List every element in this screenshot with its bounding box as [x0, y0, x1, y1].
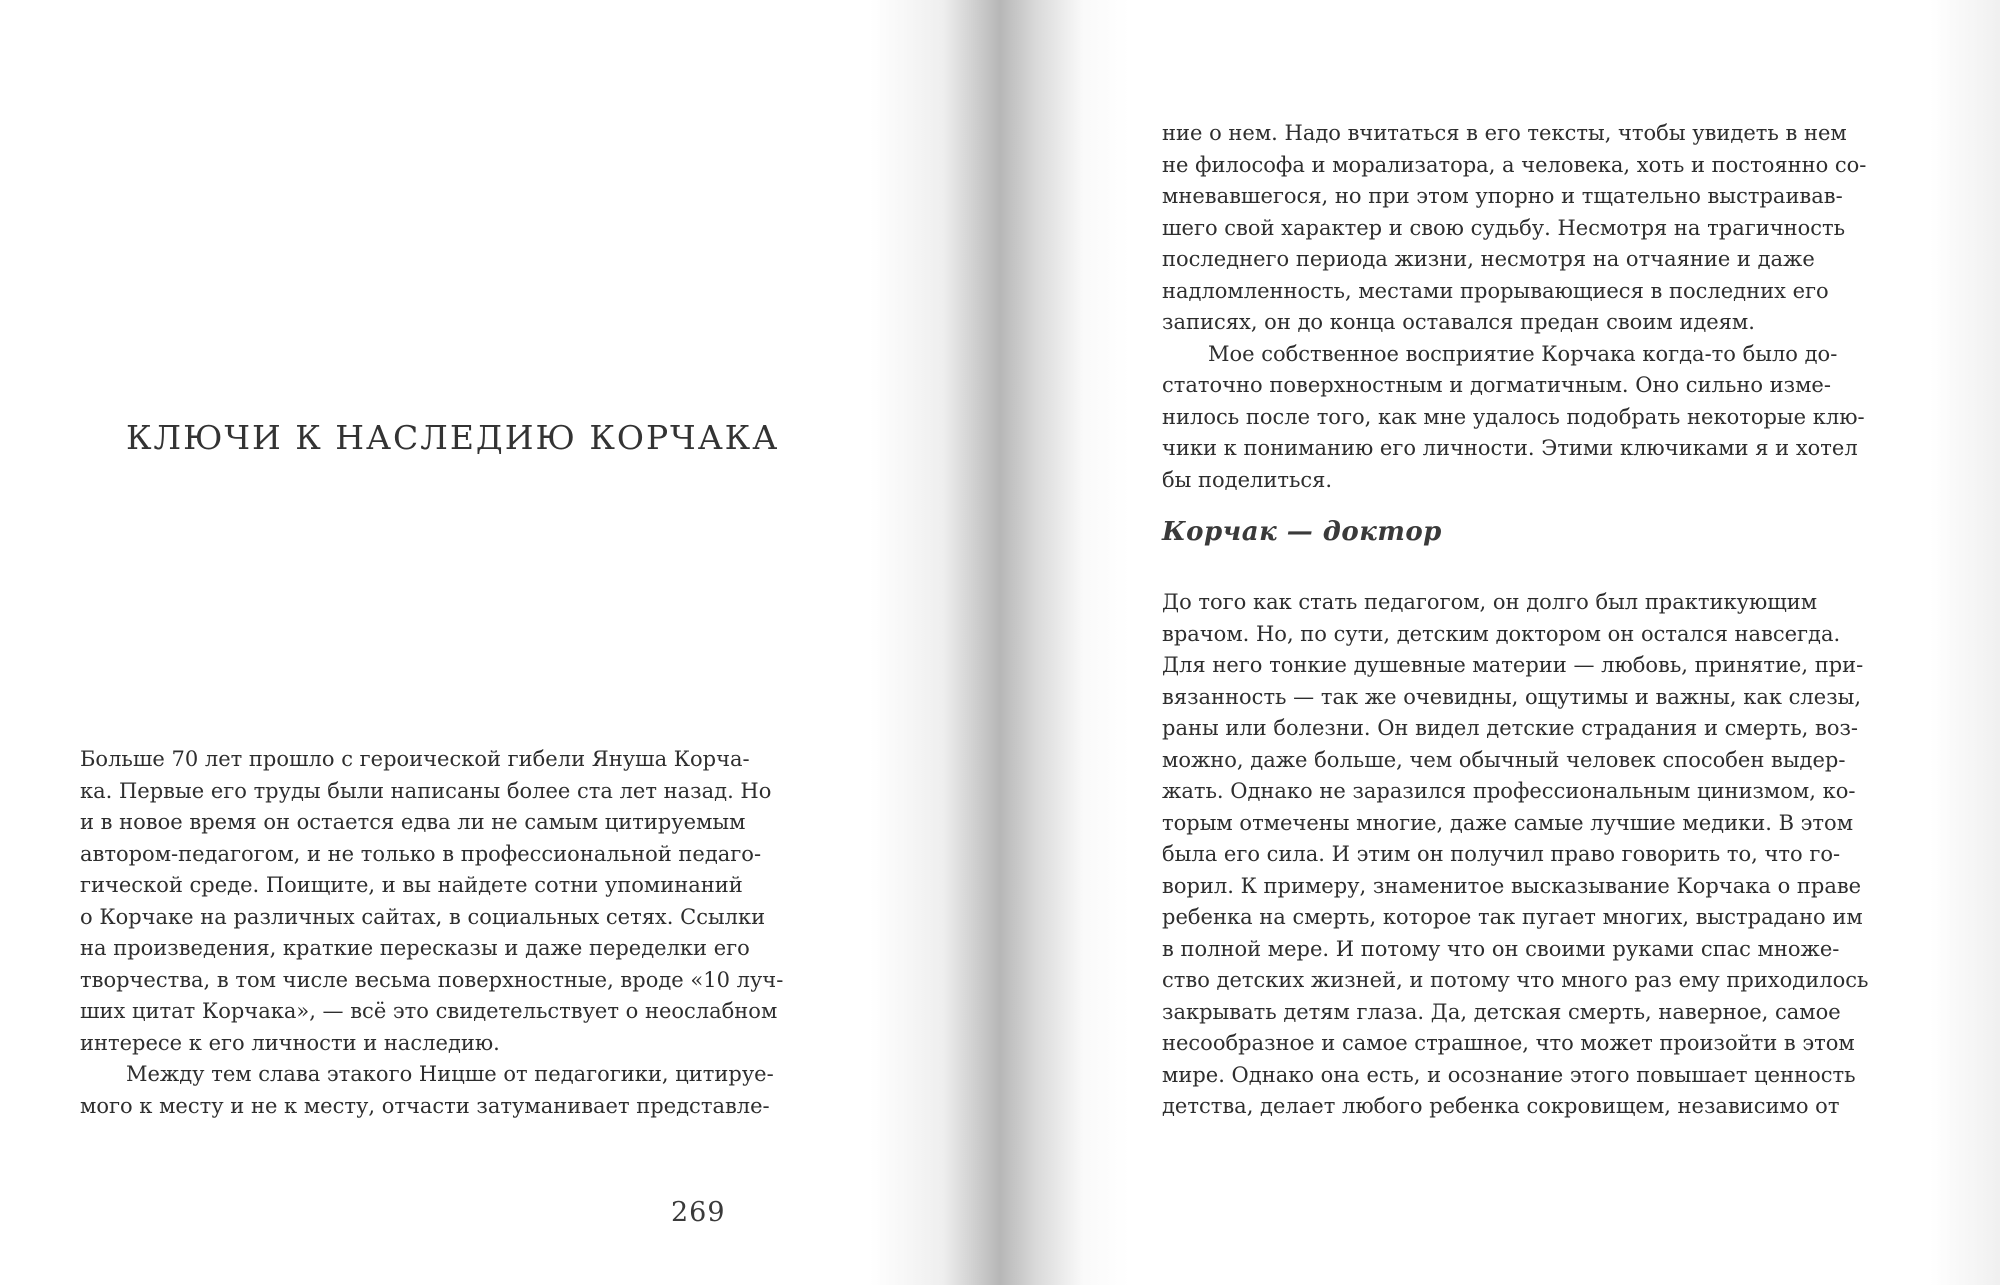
- text-line: вязанность — так же очевидны, ощутимы и важны, как слезы,: [1162, 684, 1862, 709]
- text-line: бы поделиться.: [1162, 467, 1333, 492]
- text-line: ство детских жизней, и потому что много раз ему приходилось: [1162, 968, 1869, 992]
- text-line: была его сила. И этим он получил право говорить то, что го-: [1162, 842, 1841, 866]
- page-number: 269: [671, 1197, 726, 1228]
- text-line: записях, он до конца оставался предан своим идеям.: [1162, 310, 1755, 334]
- text-line: мого к месту и не к месту, отчасти затуманивает представле-: [80, 1093, 770, 1118]
- section-heading: Корчак — доктор: [1162, 517, 1442, 547]
- text-line: надломленность, местами прорывающиеся в последних его: [1162, 278, 1829, 303]
- text-line: мире. Однако она есть, и осознание этого повышает ценность: [1162, 1062, 1856, 1087]
- text-line: шего свой характер и свою судьбу. Несмотря на трагичность: [1162, 215, 1846, 240]
- text-line: Для него тонкие душевные материи — любовь, принятие, при-: [1162, 653, 1864, 677]
- text-line: гической среде. Поищите, и вы найдете сотни упоминаний: [80, 873, 743, 897]
- text-line: о Корчаке на различных сайтах, в социальных сетях. Ссылки: [80, 904, 766, 929]
- paragraph: [1162, 339, 1865, 497]
- text-line: мневавшегося, но при этом упорно и тщательно выстраивав-: [1162, 184, 1843, 208]
- text-line: можно, даже больше, чем обычный человек способен выдер-: [1162, 747, 1846, 772]
- text-line: творчества, в том числе весьма поверхностные, вроде «10 луч-: [80, 967, 784, 992]
- text-line: и в новое время он остается едва ли не самым цитируемым: [80, 810, 746, 834]
- text-line: детства, делает любого ребенка сокровищем, независимо от: [1162, 1094, 1840, 1118]
- text-line: чики к пониманию его личности. Этими ключиками я и хотел: [1162, 436, 1858, 460]
- text-line: До того как стать педагогом, он долго был практикующим: [1162, 590, 1818, 614]
- right-page-section-body: [1162, 587, 1869, 1123]
- paragraph: [1162, 587, 1869, 1123]
- text-line: ние о нем. Надо вчитаться в его тексты, чтобы увидеть в нем: [1162, 121, 1847, 145]
- text-line: последнего периода жизни, несмотря на отчаяние и даже: [1162, 247, 1815, 271]
- text-line: Мое собственное восприятие Корчака когда-то было до-: [1208, 341, 1838, 366]
- left-page-body: [80, 744, 784, 1122]
- text-line: закрывать детям глаза. Да, детская смерть, наверное, самое: [1162, 999, 1841, 1024]
- text-line: ребенка на смерть, которое так пугает многих, выстрадано им: [1162, 905, 1863, 929]
- paragraph: [80, 744, 784, 1059]
- right-page-intro: [1162, 118, 1867, 496]
- text-line: нилось после того, как мне удалось подобрать некоторые клю-: [1162, 404, 1865, 429]
- text-line: автором-педагогом, и не только в профессиональной педаго-: [80, 841, 762, 866]
- text-line: статочно поверхностным и догматичным. Оно сильно изме-: [1162, 373, 1831, 397]
- text-line: ворил. К примеру, знаменитое высказывание Корчака о праве: [1162, 873, 1862, 898]
- text-line: раны или болезни. Он видел детские страдания и смерть, воз-: [1162, 716, 1859, 740]
- text-line: торым отмечены многие, даже самые лучшие медики. В этом: [1162, 810, 1854, 835]
- text-line: в полной мере. И потому что он своими руками спас множе-: [1162, 936, 1840, 961]
- text-line: не философа и морализатора, а человека, хоть и постоянно со-: [1162, 152, 1867, 177]
- paragraph: [80, 1059, 774, 1122]
- paragraph: [1162, 118, 1867, 339]
- chapter-title: КЛЮЧИ К НАСЛЕДИЮ КОРЧАКА: [126, 418, 780, 457]
- text-line: Между тем слава этакого Ницше от педагогики, цитируе-: [126, 1062, 774, 1086]
- text-line: интересе к его личности и наследию.: [80, 1030, 500, 1055]
- text-line: жать. Однако не заразился профессиональным цинизмом, ко-: [1162, 779, 1856, 803]
- text-line: ших цитат Корчака», — всё это свидетельствует о неослабном: [80, 999, 778, 1023]
- text-line: врачом. Но, по сути, детским доктором он остался навсегда.: [1162, 621, 1841, 646]
- text-line: несообразное и самое страшное, что может произойти в этом: [1162, 1031, 1855, 1055]
- text-line: на произведения, краткие пересказы и даже переделки его: [80, 936, 750, 960]
- text-line: Больше 70 лет прошло с героической гибели Януша Корча-: [80, 747, 750, 771]
- text-line: ка. Первые его труды были написаны более ста лет назад. Но: [80, 778, 772, 803]
